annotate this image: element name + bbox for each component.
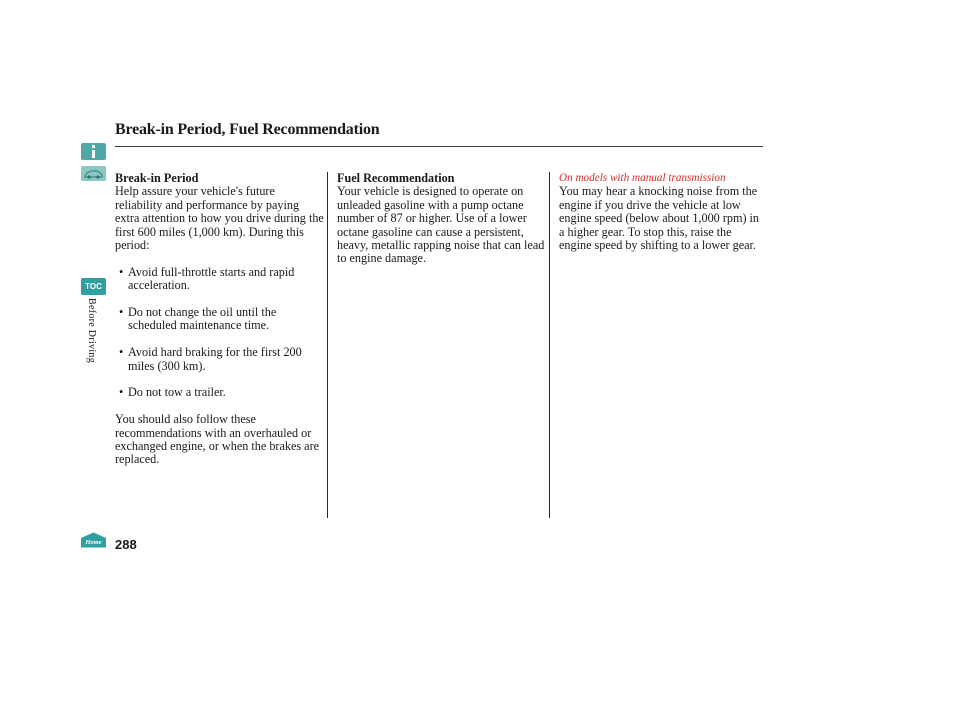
knocking-body: You may hear a knocking noise from the engine if you drive the vehicle at low engine speed (below about 1,000 rpm) in a higher gear. To stop this, raise the engine speed by shifting to a lower gear.: [559, 184, 760, 253]
list-item: • Do not change the oil until the scheduled maintenance time.: [119, 305, 277, 333]
car-icon[interactable]: [81, 166, 106, 181]
column-divider: [327, 172, 328, 518]
section-label: Before Driving: [86, 298, 97, 364]
break-in-intro: Help assure your vehicle's future reliability and performance by paying extra attention to how you drive during the first 600 miles (1,000 km). During this period:: [115, 184, 324, 253]
manual-transmission-note: On models with manual transmission: [559, 172, 726, 184]
list-item: • Avoid full-throttle starts and rapid acceleration.: [119, 264, 295, 293]
list-item: • Do not tow a trailer.: [119, 385, 226, 400]
fuel-column: [337, 172, 545, 266]
home-label: Home: [85, 539, 102, 546]
home-icon[interactable]: [80, 532, 107, 548]
knocking-column: [559, 172, 763, 252]
page-number: 288: [115, 537, 137, 552]
column-divider: [549, 172, 550, 518]
fuel-body: Your vehicle is designed to operate on unleaded gasoline with a pump octane number of 87 or higher. Use of a lower octane gasoline can cause a persistent, heavy, metallic rapping noise that can lead to engine damage.: [337, 184, 545, 266]
info-icon[interactable]: [81, 143, 106, 160]
list-item: • Avoid hard braking for the first 200 miles (300 km).: [119, 345, 302, 373]
fuel-heading: Fuel Recommendation: [337, 171, 455, 185]
toc-button[interactable]: TOC: [81, 278, 106, 295]
break-in-closing: You should also follow these recommendations with an overhauled or exchanged engine, or when the brakes are replaced.: [115, 412, 320, 467]
break-in-heading: Break-in Period: [115, 171, 199, 185]
title-divider: [115, 146, 763, 147]
break-in-column: [115, 172, 325, 467]
page-title: Break-in Period, Fuel Recommendation: [115, 121, 380, 138]
